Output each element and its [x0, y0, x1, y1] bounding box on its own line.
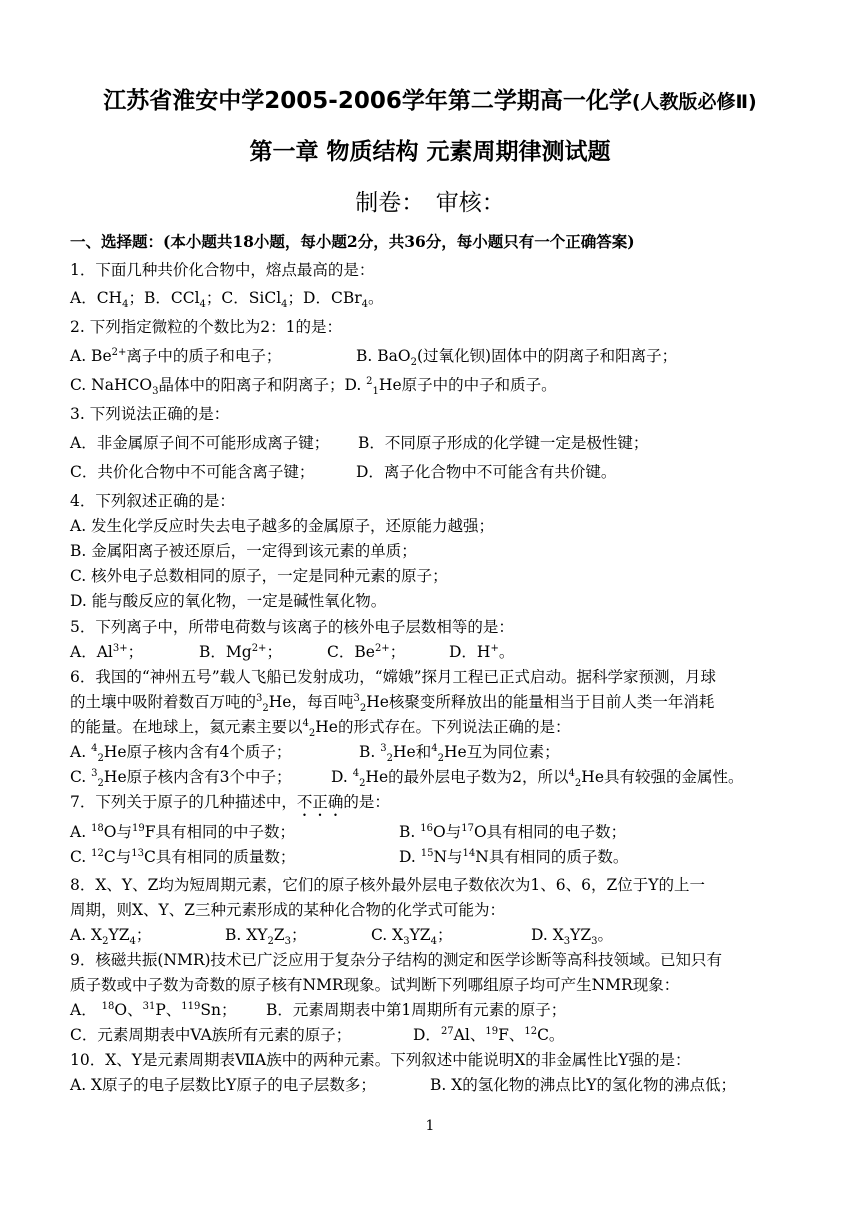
question-6-option-b: B. $^3_2$He和$^4_2$He互为同位素；	[359, 742, 560, 765]
question-10-option-b: B. X的氢化物的沸点比Y的氢化物的沸点低；	[430, 1076, 737, 1094]
question-6-option-c: C. $^3_2$He原子核内含有3个中子；	[70, 767, 292, 790]
question-2-stem: 2. 下列指定微粒的个数比为2：1的是：	[70, 318, 342, 336]
question-5-option-b: B．$Mg^{2+}$；	[199, 642, 282, 661]
question-6-option-a: A. $^4_2$He原子核内含有4个质子；	[70, 742, 292, 765]
question-4-option-a: A. 发生化学反应时失去电子越多的金属原子，还原能力越强；	[70, 517, 495, 535]
question-4-option-b: B. 金属阳离子被还原后，一定得到该元素的单质；	[70, 542, 417, 560]
question-7-option-b: B. $^{16}$O与$^{17}$O具有相同的电子数；	[399, 822, 627, 841]
question-9-option-b: B．元素周期表中第1周期所有元素的原子；	[266, 1001, 567, 1019]
question-8-option-c: C. $X_3YZ_4$；	[371, 926, 453, 948]
question-6-line-1: 6．我国的“神州五号”载人飞船已发射成功，“嫦娥”探月工程已正式启动。据科学家预测，月球	[70, 668, 717, 686]
question-9-option-d: D．$^{27}$Al、$^{19}$F、$^{12}$C。	[413, 1025, 565, 1044]
question-5-stem: 5．下列离子中，所带电荷数与该离子的核外电子层数相等的是：	[70, 618, 514, 636]
author-line: 制卷： 审核：	[355, 190, 505, 216]
question-3-option-b: B．不同原子形成的化学键一定是极性键；	[358, 434, 649, 452]
question-1-stem: 1．下面几种共价化合物中，熔点最高的是：	[70, 261, 375, 279]
question-10-stem: 10．X、Y是元素周期表ⅦA族中的两种元素。下列叙述中能说明X的非金属性比Y强的是：	[70, 1051, 691, 1069]
title-edition: (人教版必修Ⅱ)	[631, 91, 757, 113]
question-8-line-1: 8．X、Y、Z均为短周期元素，它们的原子核外最外层电子数依次为1、6、6，Z位于Y的上一	[70, 876, 705, 894]
exam-title	[0, 82, 860, 115]
question-1-options: A．$CH_4$；B．CCl$_4$；C．SiCl$_4$；D．CBr$_4$。	[70, 289, 384, 311]
question-4-option-d: D. 能与酸反应的氧化物，一定是碱性氧化物。	[70, 592, 387, 610]
question-3-option-d: D．离子化合物中不可能含有共价键。	[356, 463, 617, 481]
question-3-option-a: A．非金属原子间不可能形成离子键；	[70, 434, 330, 452]
question-8-option-d: D. $X_3YZ_3$。	[531, 926, 614, 948]
question-4-stem: 4．下列叙述正确的是：	[70, 492, 235, 510]
question-7-option-a: A. $^{18}$O与$^{19}$F具有相同的中子数；	[70, 822, 296, 841]
page-number: 1	[425, 1118, 435, 1134]
title-main: 江苏省淮安中学2005-2006学年第二学期高一化学	[103, 88, 632, 114]
question-9-line-1: 9．核磁共振(NMR)技术已广泛应用于复杂分子结构的测定和医学诊断等高科技领域。已知只有	[70, 951, 723, 969]
question-7-stem: 7．下列关于原子的几种描述中，不正确的是：	[70, 793, 390, 811]
question-3-stem: 3. 下列说法正确的是：	[70, 405, 230, 423]
question-9-option-a: A． $^{18}$O、$^{31}$P、$^{119}$Sn；	[70, 1000, 237, 1019]
question-10-option-a: A. X原子的电子层数比Y原子的电子层数多；	[70, 1076, 376, 1094]
question-6-line-2: 的土壤中吸附着数百万吨的$^3_2$He，每百吨$^3_2$He核聚变所释放出的能量相当于目前人类一年消耗	[70, 692, 715, 715]
question-9-option-c: C．元素周期表中VA族所有元素的原子；	[70, 1026, 352, 1044]
question-8-line-2: 周期，则X、Y、Z三种元素形成的某种化合物的化学式可能为：	[70, 901, 506, 919]
question-6-line-3: 的能量。在地球上，氦元素主要以$^4_2$He的形式存在。下列说法正确的是：	[70, 717, 571, 740]
chapter-title: 第一章 物质结构 元素周期律测试题	[249, 139, 611, 165]
emphasis-not-correct: 不正确	[296, 793, 344, 811]
question-3-option-c: C．共价化合物中不可能含离子键；	[70, 463, 315, 481]
question-2-option-a: A. $Be^{2+}$离子中的质子和电子；	[70, 346, 282, 365]
question-8-option-a: A. $X_2YZ_4$；	[70, 926, 152, 948]
question-7-option-c: C. $^{12}$C与$^{13}$C具有相同的质量数；	[70, 847, 296, 866]
question-2-option-b: B. BaO$_2$(过氧化钡)固体中的阴离子和阳离子；	[356, 347, 678, 369]
question-4-option-c: C. 核外电子总数相同的原子，一定是同种元素的原子；	[70, 567, 448, 585]
question-8-option-b: B. $XY_2Z_3$；	[225, 926, 307, 948]
section-heading: 一、选择题：(本小题共18小题，每小题2分，共36分，每小题只有一个正确答案)	[70, 232, 635, 251]
question-9-line-2: 质子数或中子数为奇数的原子核有NMR现象。试判断下列哪组原子均可产生NMR现象：	[70, 976, 680, 994]
question-5-option-c: C．$Be^{2+}$；	[327, 642, 406, 661]
question-6-option-d: D. $^4_2$He的最外层电子数为2，所以$^4_2$He具有较强的金属性。	[331, 767, 744, 790]
question-5-option-a: A．$Al^{3+}$；	[70, 642, 144, 661]
question-2-options-cd: C. NaHCO$_3$晶体中的阳离子和阴离子；D. $^2_1$He原子中的中子和质子。	[70, 375, 557, 398]
question-7-option-d: D. $^{15}$N与$^{14}$N具有相同的质子数。	[399, 847, 629, 866]
question-5-option-d: D．H+。	[449, 642, 515, 661]
